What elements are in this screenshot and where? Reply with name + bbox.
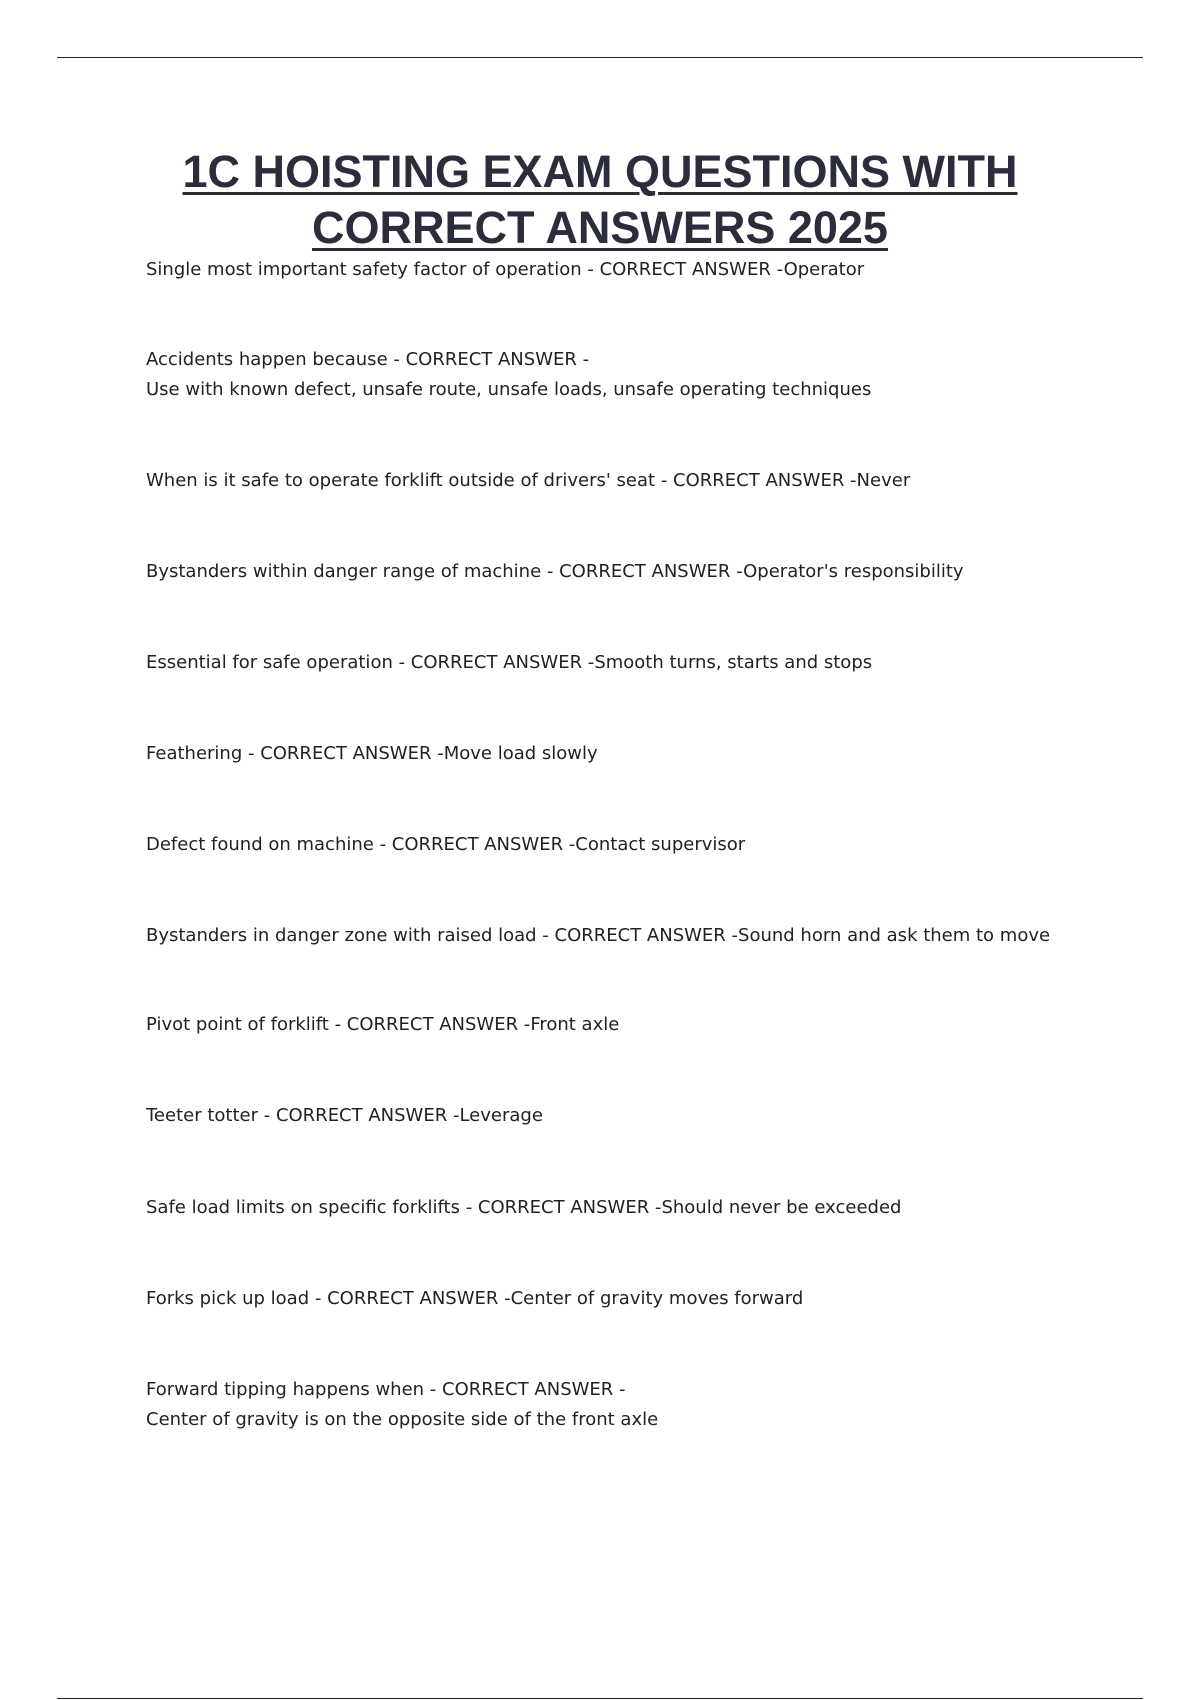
document-title [120, 144, 1080, 256]
answer-text: Smooth turns, starts and stops [594, 652, 873, 673]
answer-text: Front axle [530, 1014, 620, 1035]
qa-item [146, 1284, 1136, 1314]
title-line-1: 1C HOISTING EXAM QUESTIONS WITH [182, 146, 1018, 197]
answer-text: Center of gravity is on the opposite side of the front axle [146, 1409, 659, 1430]
answer-separator: - CORRECT ANSWER - [581, 259, 784, 280]
answer-text: Center of gravity moves forward [510, 1288, 804, 1309]
question-text: When is it safe to operate forklift outside of drivers' seat [146, 470, 656, 491]
question-text: Forks pick up load [146, 1288, 310, 1309]
answer-separator: - CORRECT ANSWER - [258, 1105, 460, 1126]
question-text: Feathering [146, 743, 243, 764]
title-line-2: CORRECT ANSWERS 2025 [312, 202, 888, 253]
answer-separator: - CORRECT ANSWER - [387, 349, 590, 370]
answer-separator: - CORRECT ANSWER - [536, 925, 739, 946]
answer-text: Contact supervisor [575, 834, 746, 855]
qa-item [146, 921, 1136, 951]
question-text: Defect found on machine [146, 834, 374, 855]
answer-separator: - CORRECT ANSWER - [373, 834, 576, 855]
qa-item [146, 557, 1136, 587]
question-text: Bystanders in danger zone with raised load [146, 925, 537, 946]
qa-item [146, 466, 1136, 496]
answer-separator: - CORRECT ANSWER - [309, 1288, 511, 1309]
answer-text: Leverage [459, 1105, 543, 1126]
answer-separator: - CORRECT ANSWER - [242, 743, 444, 764]
answer-text: Use with known defect, unsafe route, unsafe loads, unsafe operating techniques [146, 379, 872, 400]
question-text: Accidents happen because [146, 349, 388, 370]
qa-item [146, 1193, 1136, 1223]
question-text: Forward tipping happens when [146, 1379, 425, 1400]
qa-item [146, 255, 1136, 285]
question-text: Single most important safety factor of operation [146, 259, 582, 280]
answer-separator: - CORRECT ANSWER - [328, 1014, 531, 1035]
question-text: Essential for safe operation [146, 652, 393, 673]
bottom-rule [57, 1698, 1143, 1699]
answer-text: Operator's responsibility [743, 561, 964, 582]
answer-text: Sound horn and ask them to move [738, 925, 1051, 946]
qa-item [146, 648, 1136, 678]
question-text: Pivot point of forklift [146, 1014, 329, 1035]
top-rule [57, 57, 1143, 58]
qa-item [146, 1101, 1136, 1131]
answer-text: Should never be exceeded [661, 1197, 902, 1218]
question-text: Safe load limits on specific forklifts [146, 1197, 460, 1218]
answer-text: Never [856, 470, 911, 491]
answer-separator: - CORRECT ANSWER - [424, 1379, 626, 1400]
answer-separator: - CORRECT ANSWER - [392, 652, 595, 673]
question-text: Teeter totter [146, 1105, 258, 1126]
answer-separator: - CORRECT ANSWER - [459, 1197, 662, 1218]
qa-item [146, 345, 1136, 405]
qa-item [146, 739, 1136, 769]
question-text: Bystanders within danger range of machine [146, 561, 542, 582]
qa-item [146, 1010, 1136, 1040]
answer-text: Move load slowly [443, 743, 598, 764]
qa-item [146, 830, 1136, 860]
answer-text: Operator [783, 259, 865, 280]
answer-separator: - CORRECT ANSWER - [541, 561, 744, 582]
answer-separator: - CORRECT ANSWER - [655, 470, 857, 491]
qa-item [146, 1375, 1136, 1435]
